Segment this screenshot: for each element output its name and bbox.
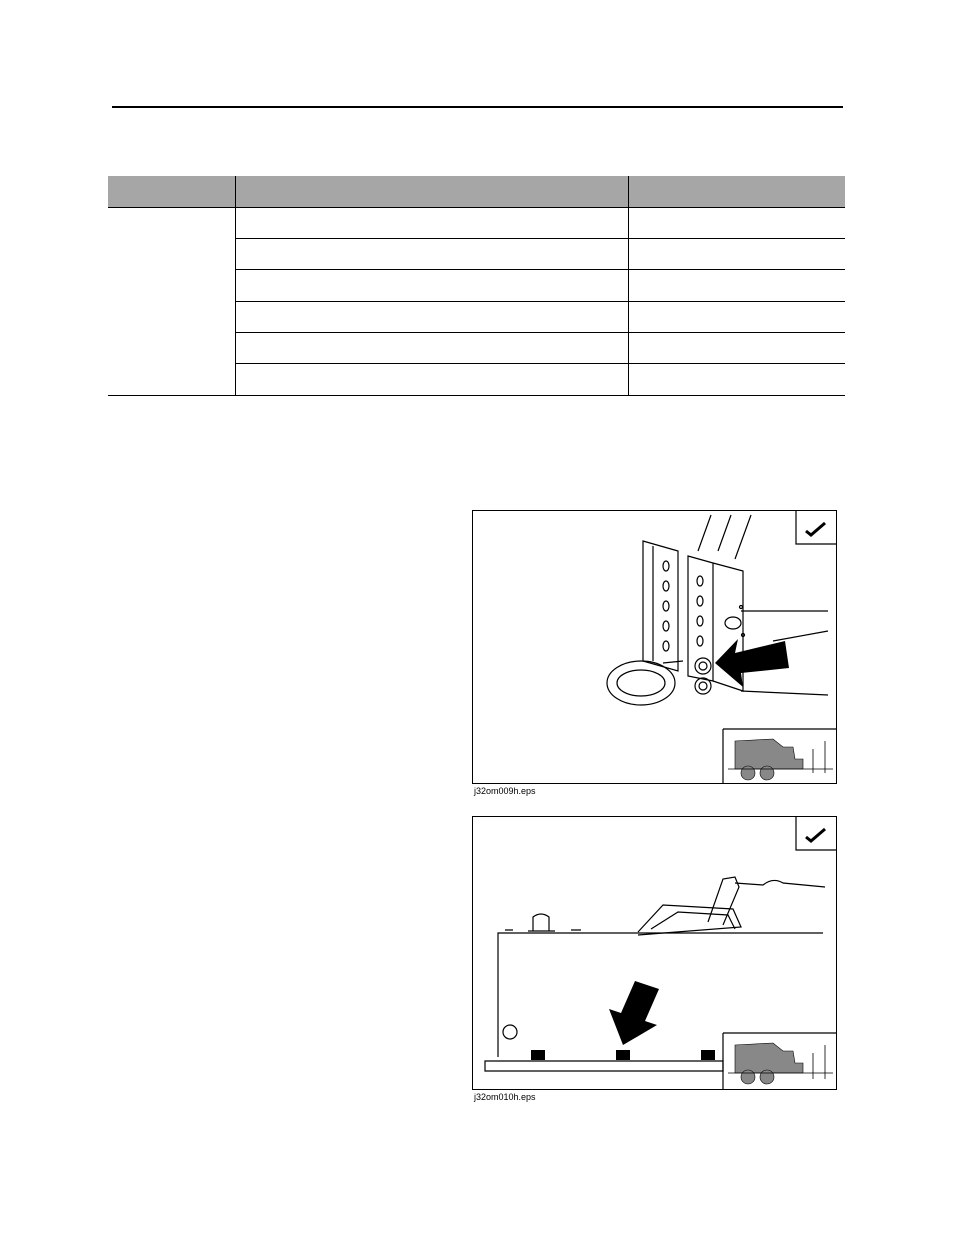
figure-caption: j32om009h.eps: [474, 786, 536, 796]
table-row: [235, 238, 845, 239]
table-row: [235, 332, 845, 333]
arrow-icon: [715, 639, 789, 687]
spec-table: [108, 176, 845, 396]
table-body: [108, 208, 845, 396]
figure-side-view: [472, 816, 837, 1090]
checkmark-icon: [806, 829, 825, 841]
table-row: [235, 269, 845, 270]
table-row: [235, 301, 845, 302]
table-header: [108, 176, 845, 208]
table-row: [235, 363, 845, 364]
arrow-icon: [609, 981, 659, 1045]
figure-caption: j32om010h.eps: [474, 1092, 536, 1102]
header-rule: [112, 106, 843, 108]
checkmark-icon: [806, 523, 825, 535]
figure-tow-hitch: [472, 510, 837, 784]
